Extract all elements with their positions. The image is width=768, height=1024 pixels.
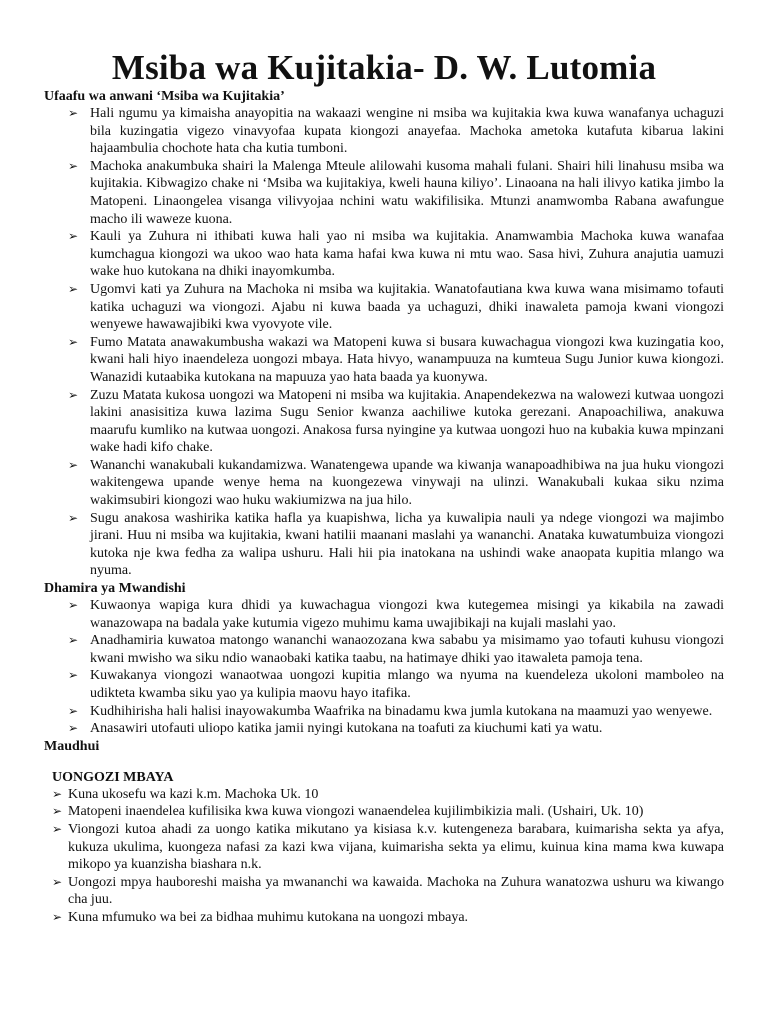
list-item [52,803,724,821]
list-item-text: Kuwakanya viongozi wanaotwaa uongozi kupitia mlango wa nyuma na kuendeleza ukoloni mamboleo na udikteta kwamba siku yao ya kulipia maovu hayo itafika. [90,668,724,701]
list-item-text: Sugu anakosa washirika katika hafla ya kuapishwa, licha ya kuwalipia nauli ya ndege viongozi wa majimbo jirani. Huu ni msiba wa kujitakia, kwani hatilii maanani maslahi ya wananchi. Anataka kuwatumbuiza viongozi kutoka nje kwa fedha za walipa ushuru. Hali hii pia inatokana na ushindi wake anaopata kupitia mlango wa nyuma. [90,510,724,579]
list-item-text: Wananchi wanakubali kukandamizwa. Wanatengewa upande wa kiwanja wanapoadhibiwa na jua huku viongozi wakitengewa upande wenye hema na kuongezewa vinywaji na ulinzi. Wanakubali kukaa siku nzima wakimsubiri kiongozi wao huku wakiumizwa na jua hilo. [90,457,724,509]
section-heading-dhamira: Dhamira ya Mwandishi [44,581,186,597]
list-item-text: Anasawiri utofauti uliopo katika jamii nyingi kutokana na toafuti za kiuchumi kati ya watu. [90,721,603,737]
list-item-text: Ugomvi kati ya Zuhura na Machoka ni msiba wa kujitakia. Wanatofautiana kwa kuwa wana misimamo tofauti katika uchaguzi wa viongozi. Ajabu ni kuwa baada ya uchaguzi, dhiki inawaleta pamoja kwani viongozi wenyewe hawawajibiki kwa vyovyote vile. [90,281,724,333]
arrowhead-bullet-icon: ➢ [68,703,79,718]
list-item-text: Hali ngumu ya kimaisha anayopitia na wakaazi wengine ni msiba wa kujitakia kwa kuwa wanafanya uchaguzi bila kuzingatia vigezo vinavyofaa kupata kiongozi anayefaa. Machoka ametoka kutafuta kibarua lakini hajaambulia chochote hata cha kutia tumboni. [90,106,724,157]
list-item-text: Kauli ya Zuhura ni ithibati kuwa hali yao ni msiba wa kujitakia. Anamwambia Machoka kuwa wanafaa kumchagua kiongozi wa ukoo wao hata kama hafai kwa kuwa ni mtu wao. Sasa hivi, Zuhura anajutia uamuzi wake huo kutokana na dhiki inayomkumba. [90,229,724,280]
list-item [52,874,724,909]
list-item-text: Anadhamiria kuwatoa matongo wananchi wanaozozana kwa sababu ya misimamo yao tofauti kuhusu viongozi kwani mwisho wa siku ndio wanaobaki katika taabu, na hatimaye dhiki yao itawaleta pamoja tena. [90,633,724,666]
list-item [44,703,724,721]
list-item [44,720,724,738]
arrowhead-bullet-icon: ➢ [68,106,79,120]
list-item [44,632,724,667]
arrowhead-bullet-icon: ➢ [68,334,79,349]
list-item [44,667,724,702]
arrowhead-bullet-icon: ➢ [68,598,79,613]
arrowhead-bullet-icon: ➢ [68,229,79,244]
arrowhead-bullet-icon: ➢ [68,510,79,525]
list-item [44,387,724,457]
arrowhead-bullet-icon: ➢ [68,668,79,683]
list-item-text: Kudhihirisha hali halisi inayowakumba Waafrika na binadamu kwa jumla kutokana na maamuzi yao wenyewe. [90,703,713,719]
section-heading-maudhui: Maudhui [44,738,100,754]
arrowhead-bullet-icon: ➢ [68,281,79,296]
bullet-list-maudhui [52,786,724,927]
section-maudhui [44,738,724,927]
list-item-text: Zuzu Matata kukosa uongozi wa Matopeni ni msiba wa kujitakia. Anapendekezwa na walowezi kutwaa uongozi lakini anasisitiza kuwa lazima Sugu Senior kwanza aachiliwe kutoka gerezani. Anapoachiliwa, anakuwa maarufu kumliko na kutwaa uongozi. Anakosa fursa nyingine ya kutwaa uongozi huo na kubakia kuwa mpinzani wake hadi kifo chake. [90,387,724,456]
section-ufaafu [44,88,724,580]
bullet-list-ufaafu [44,105,724,580]
list-item-text: Uongozi mpya hauboreshi maisha ya mwananchi wa kawaida. Machoka na Zuhura wanatozwa ushuru wa kiwango cha juu. [68,874,724,908]
list-item [44,228,724,281]
list-item-text: Fumo Matata anawakumbusha wakazi wa Matopeni kuwa si busara kuwachagua viongozi kwa kuzingatia koo, kwani hali hiyo inaendeleza uongozi mbaya. Hata hivyo, wanampuuza na kumteua Sugu Junior kuwa kiongozi. Wanazidi kutaabika kutokana na mapuuza yao hata baada ya kuonywa. [90,334,724,385]
arrowhead-bullet-icon: ➢ [52,909,63,924]
list-item-text: Kuna ukosefu wa kazi k.m. Machoka Uk. 10 [68,786,319,802]
list-item [44,158,724,228]
list-item-text: Kuna mfumuko wa bei za bidhaa muhimu kutokana na uongozi mbaya. [68,909,469,925]
arrowhead-bullet-icon: ➢ [68,387,79,402]
arrowhead-bullet-icon: ➢ [68,721,79,736]
section-dhamira [44,580,724,738]
list-item [44,510,724,580]
document-title: Msiba wa Kujitakia- D. W. Lutomia [111,48,657,87]
list-item [44,281,724,334]
subheading-uongozi-mbaya: UONGOZI MBAYA [52,769,174,785]
list-item-text: Machoka anakumbuka shairi la Malenga Mteule alilowahi kusoma mahali fulani. Shairi hili linahusu msiba wa kujitakia. Kibwagizo chake ni ‘Msiba wa kujitakiya, kweli hauna kiliyo’. Linaoana na hali ilivyo katika jimbo la Matopeni. Linaongelea visanga vilivyojaa nchini watu wakifilisika. Mtunzi anamwomba Rabana awafungue macho ili waweze kuona. [90,158,724,227]
list-item [52,909,724,927]
list-item [44,105,724,158]
list-item [44,597,724,632]
arrowhead-bullet-icon: ➢ [68,633,79,648]
arrowhead-bullet-icon: ➢ [68,457,79,472]
list-item [44,334,724,387]
list-item-text: Kuwaonya wapiga kura dhidi ya kuwachagua viongozi kwa kutegemea misingi ya kikabila na zawadi wanazowapa na badala yake kutumia vigezo muhimu kama uwajibikaji na kujali maslahi yao. [90,598,724,631]
list-item-text: Viongozi kutoa ahadi za uongo katika mikutano ya kisiasa k.v. kutengeneza barabara, kuimarisha sekta ya afya, kukuza ukulima, kuongeza nafasi za kazi kwa vijana, kuimarisha sekta ya elimu, kuinua kina mama kwa kuwapa mikopo ya kuanzisha biashara n.k. [68,821,724,873]
list-item-text: Matopeni inaendelea kufilisika kwa kuwa viongozi wanaendelea kujilimbikizia mali. (Ushairi, Uk. 10) [68,804,644,820]
bullet-list-dhamira [44,597,724,738]
arrowhead-bullet-icon: ➢ [52,874,63,889]
arrowhead-bullet-icon: ➢ [52,821,63,836]
list-item [44,457,724,510]
arrowhead-bullet-icon: ➢ [68,158,79,173]
arrowhead-bullet-icon: ➢ [52,786,63,801]
section-heading-ufaafu: Ufaafu wa anwani ‘Msiba wa Kujitakia’ [44,89,285,104]
list-item [52,821,724,874]
list-item [52,786,724,804]
arrowhead-bullet-icon: ➢ [52,804,63,819]
